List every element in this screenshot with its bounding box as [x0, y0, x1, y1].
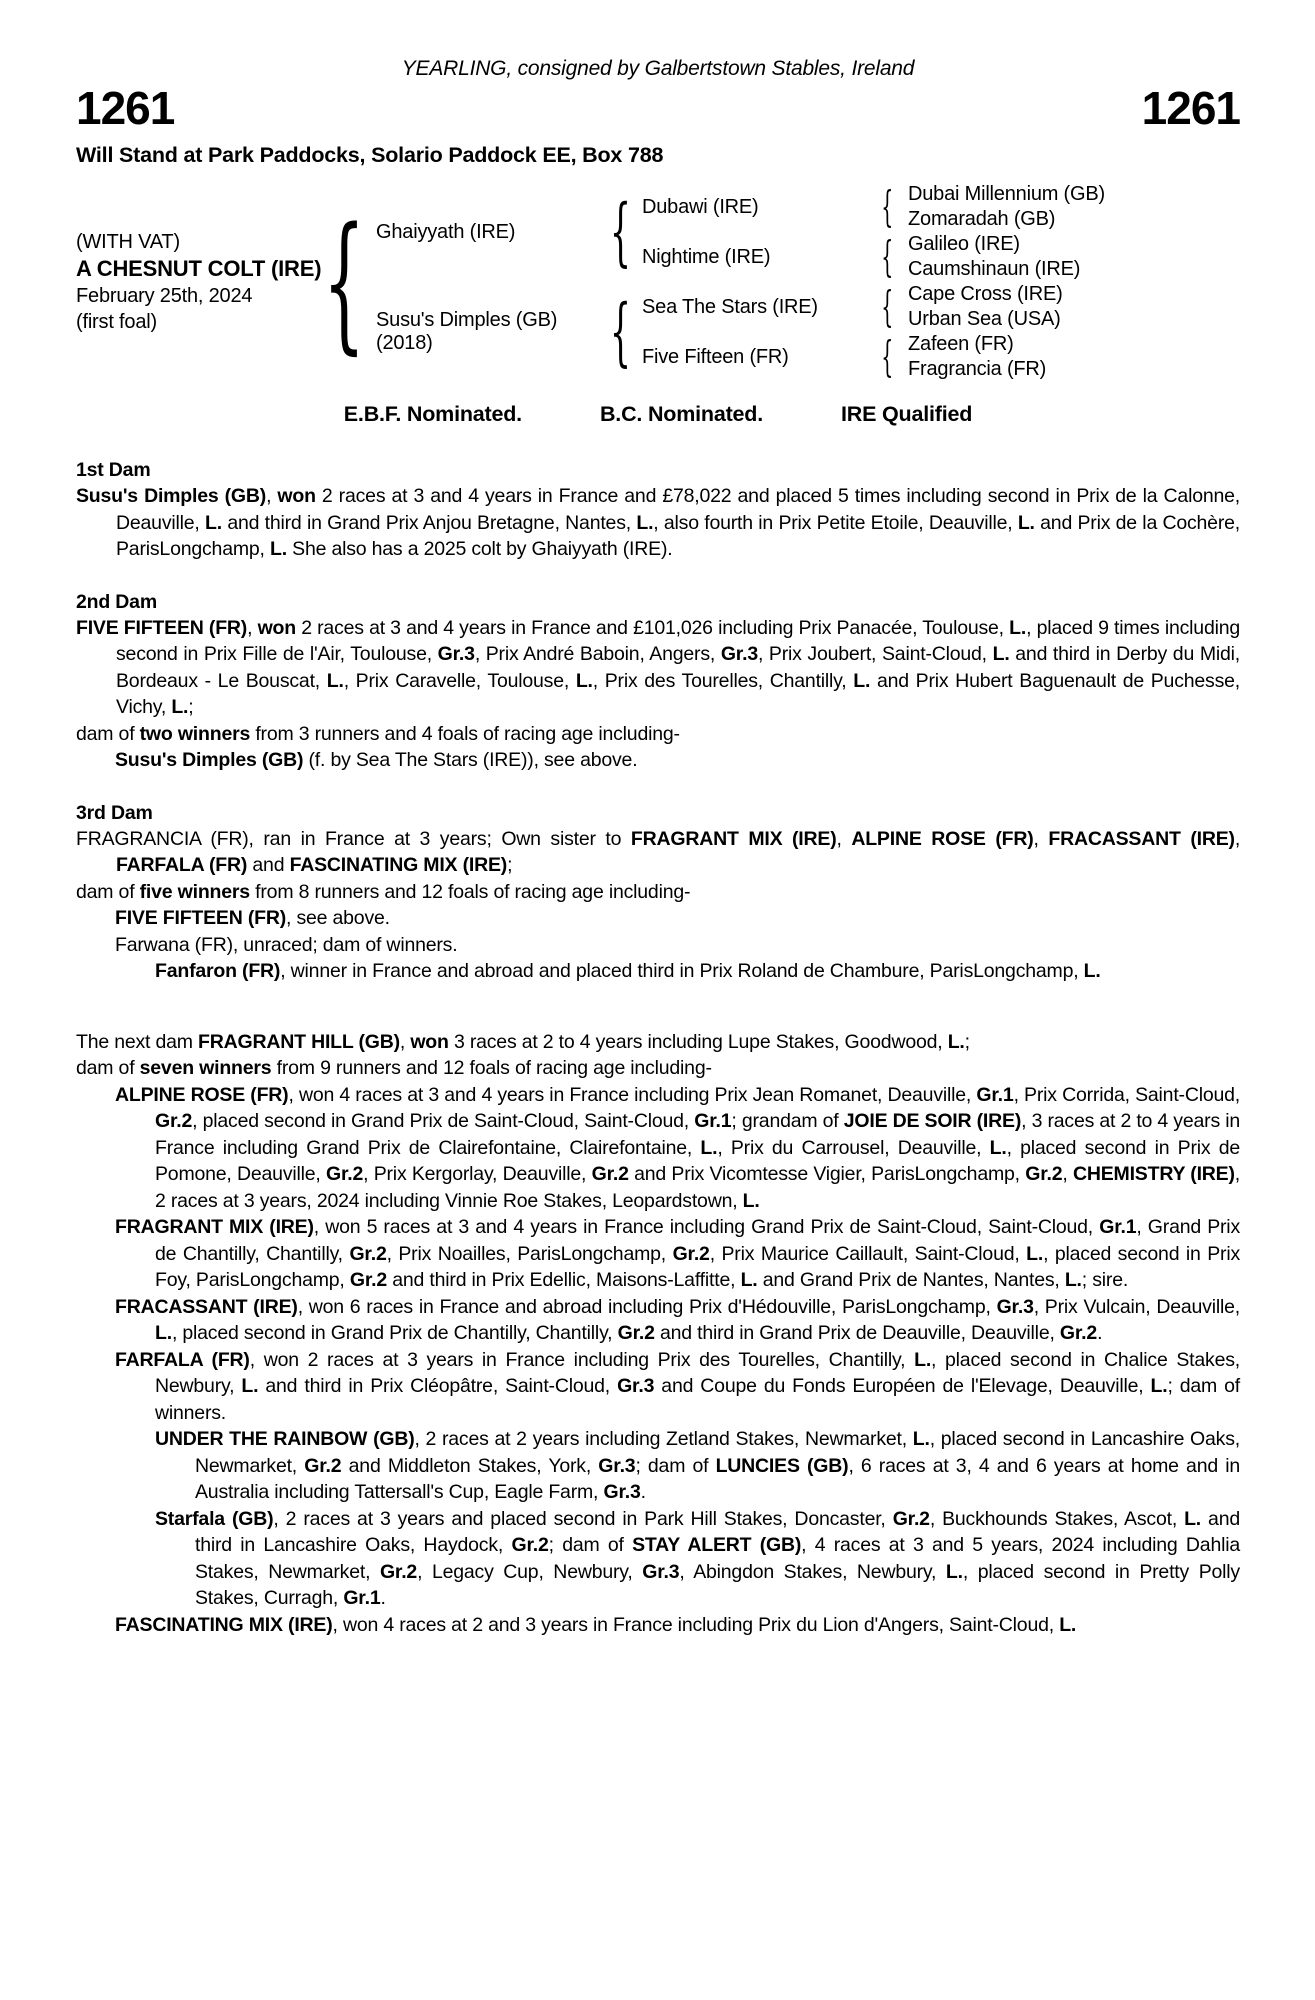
entry-fragrancia: FRAGRANCIA (FR), ran in France at 3 years; Own sister to FRAGRANT MIX (IRE), ALPINE ROSE (FR), FRACASSANT (IRE), FARFALA (FR) and FASCINATING MIX (IRE);: [76, 827, 1241, 877]
entry-fanfaron: Fanfaron (FR), winner in France and abroad and placed third in Prix Roland de Chambure, ParisLongchamp, L.: [155, 960, 1101, 983]
section-next-dam: [76, 1029, 1240, 1639]
grandsire-maternal: Sea The Stars (IRE): [642, 295, 818, 318]
entry-susus-dimples: Susu's Dimples (GB), won 2 races at 3 and 4 years in France and £78,022 and placed 5 times including second in Prix de la Calonne, Deauville, L. and third in Grand Prix Anjou Bretagne, Nantes, L., also fourth in Prix Petite Etoile, Deauville, L. and Prix de la Cochère, ParisLongchamp, L. She also has a 2025 colt by Ghaiyyath (IRE).: [76, 485, 1241, 561]
entry-fragrant-mix: FRAGRANT MIX (IRE), won 5 races at 3 and 4 years in France including Grand Prix de Saint-Cloud, Saint-Cloud, Gr.1, Grand Prix de Chantilly, Chantilly, Gr.2, Prix Noailles, ParisLongchamp, Gr.2, Prix Maurice Caillault, Saint-Cloud, L., placed second in Prix Foy, ParisLongchamp, Gr.2 and third in Prix Edellic, Maisons-Laffitte, L. and Grand Prix de Nantes, Nantes, L.; sire.: [115, 1216, 1241, 1292]
great-grandparent-7: Zafeen (FR): [908, 333, 1014, 356]
pedigree-outer-brace-column: [322, 182, 366, 382]
grandsire-paternal: Dubawi (IRE): [642, 195, 759, 218]
catalogue-body: [76, 457, 1240, 1638]
entry-fracassant: FRACASSANT (IRE), won 6 races in France and abroad including Prix d'Hédouville, ParisLongchamp, Gr.3, Prix Vulcain, Deauville, L., placed second in Grand Prix de Chantilly, Chantilly, Gr.2 and third in Grand Prix de Deauville, Deauville, Gr.2.: [115, 1295, 1240, 1345]
brace-icon: {: [881, 232, 893, 282]
dam2-produce-line: dam of two winners from 3 runners and 4 foals of racing age including-: [76, 722, 680, 745]
great-grandparent-6: Urban Sea (USA): [908, 308, 1061, 331]
great-grandparent-4: Caumshinaun (IRE): [908, 258, 1081, 281]
section-3rd-dam: [76, 800, 1240, 985]
dam-name: Susu's Dimples (GB): [376, 309, 558, 332]
granddam-maternal: Five Fifteen (FR): [642, 345, 789, 368]
lot-number-right: 1261: [1141, 82, 1240, 135]
great-grandparent-2: Zomaradah (GB): [908, 208, 1056, 231]
subject-name: A CHESNUT COLT (IRE): [76, 256, 322, 282]
bc-nominated-label: B.C. Nominated.: [599, 402, 764, 427]
parents-column: [376, 182, 602, 382]
great-grandparent-1: Dubai Millennium (GB): [908, 183, 1105, 206]
lot-number-row: [76, 82, 1240, 135]
heading-3rd-dam: 3rd Dam: [76, 801, 153, 824]
heading-2nd-dam: 2nd Dam: [76, 590, 157, 613]
grandparents-column: [642, 182, 868, 382]
ire-qualified-label: IRE Qualified: [841, 402, 973, 427]
entry-susus-dimples-produce: Susu's Dimples (GB) (f. by Sea The Stars (IRE)), see above.: [115, 749, 638, 772]
dam3-produce-line: dam of five winners from 8 runners and 12 foals of racing age including-: [76, 880, 691, 903]
ebf-nominated-label: E.B.F. Nominated.: [343, 402, 522, 427]
lot-number-left: 1261: [76, 82, 175, 135]
great-grandparents-column: [908, 182, 1240, 382]
dam-year: (2018): [376, 332, 433, 355]
entry-farfala: FARFALA (FR), won 2 races at 3 years in France including Prix des Tourelles, Chantilly, L., placed second in Chalice Stakes, Newbury, L. and third in Prix Cléopâtre, Saint-Cloud, Gr.3 and Coupe du Fonds Européen de l'Elevage, Deauville, L.; dam of winners.: [115, 1348, 1241, 1424]
consignor-line: YEARLING, consigned by Galbertstown Stables, Ireland: [401, 57, 915, 80]
brace-icon: {: [609, 289, 631, 376]
entry-five-fifteen-ref: FIVE FIFTEEN (FR), see above.: [115, 907, 390, 930]
entry-fascinating-mix: FASCINATING MIX (IRE), won 4 races at 2 and 3 years in France including Prix du Lion d'Angers, Saint-Cloud, L.: [115, 1613, 1077, 1636]
entry-fragrant-hill: The next dam FRAGRANT HILL (GB), won 3 races at 2 to 4 years including Lupe Stakes, Goodwood, L.;: [76, 1030, 970, 1053]
great-grandparent-5: Cape Cross (IRE): [908, 283, 1063, 306]
brace-icon: {: [881, 282, 893, 332]
section-2nd-dam: [76, 589, 1240, 774]
entry-under-the-rainbow: UNDER THE RAINBOW (GB), 2 races at 2 years including Zetland Stakes, Newmarket, L., placed second in Lancashire Oaks, Newmarket, Gr.2 and Middleton Stakes, York, Gr.3; dam of LUNCIES (GB), 6 races at 3, 4 and 6 years at home and in Australia including Tattersall's Cup, Eagle Farm, Gr.3.: [155, 1428, 1241, 1504]
pedigree-mid-brace-column: [600, 182, 640, 382]
entry-five-fifteen: FIVE FIFTEEN (FR), won 2 races at 3 and 4 years in France and £101,026 including Prix Panacée, Toulouse, L., placed 9 times including second in Prix Fille de l'Air, Toulouse, Gr.3, Prix André Baboin, Angers, Gr.3, Prix Joubert, Saint-Cloud, L. and third in Derby du Midi, Bordeaux - Le Bouscat, L., Prix Caravelle, Toulouse, L., Prix des Tourelles, Chantilly, L. and Prix Hubert Baguenault de Puchesse, Vichy, L.;: [76, 616, 1241, 719]
brace-icon: {: [322, 196, 366, 369]
sire-name: Ghaiyyath (IRE): [376, 220, 516, 243]
nominations-row: [76, 402, 1240, 427]
subject-column: [76, 182, 326, 382]
entry-farwana: Farwana (FR), unraced; dam of winners.: [115, 933, 458, 956]
heading-1st-dam: 1st Dam: [76, 459, 151, 482]
granddam-paternal: Nightime (IRE): [642, 245, 771, 268]
brace-icon: {: [881, 182, 893, 232]
section-1st-dam: [76, 457, 1240, 563]
stand-location-line: Will Stand at Park Paddocks, Solario Paddock EE, Box 788: [76, 143, 664, 168]
pedigree-table: [76, 182, 1240, 382]
great-grandparent-3: Galileo (IRE): [908, 233, 1020, 256]
entry-alpine-rose: ALPINE ROSE (FR), won 4 races at 3 and 4 years in France including Prix Jean Romanet, Deauville, Gr.1, Prix Corrida, Saint-Cloud, Gr.2, placed second in Grand Prix de Saint-Cloud, Saint-Cloud, Gr.1; grandam of JOIE DE SOIR (IRE), 3 races at 2 to 4 years in France including Grand Prix de Clairefontaine, Clairefontaine, L., Prix du Carrousel, Deauville, L., placed second in Prix de Pomone, Deauville, Gr.2, Prix Kergorlay, Deauville, Gr.2 and Prix Vicomtesse Vigier, ParisLongchamp, Gr.2, CHEMISTRY (IRE), 2 races at 3 years, 2024 including Vinnie Roe Stakes, Leopardstown, L.: [115, 1083, 1241, 1212]
entry-starfala: Starfala (GB), 2 races at 3 years and placed second in Park Hill Stakes, Doncaster, Gr.2, Buckhounds Stakes, Ascot, L. and third in Lancashire Oaks, Haydock, Gr.2; dam of STAY ALERT (GB), 4 races at 3 and 5 years, 2024 including Dahlia Stakes, Newmarket, Gr.2, Legacy Cup, Newbury, Gr.3, Abingdon Stakes, Newbury, L., placed second in Pretty Polly Stakes, Curragh, Gr.1.: [155, 1507, 1241, 1610]
subject-vat-note: (WITH VAT): [76, 231, 180, 254]
subject-birthdate: February 25th, 2024: [76, 284, 253, 307]
nextdam-produce-line: dam of seven winners from 9 runners and 12 foals of racing age including-: [76, 1057, 712, 1080]
great-grandparent-8: Fragrancia (FR): [908, 358, 1047, 381]
subject-foal-note: (first foal): [76, 310, 157, 333]
pedigree-small-brace-column: [868, 182, 906, 382]
brace-icon: {: [881, 332, 893, 382]
brace-icon: {: [609, 189, 631, 276]
